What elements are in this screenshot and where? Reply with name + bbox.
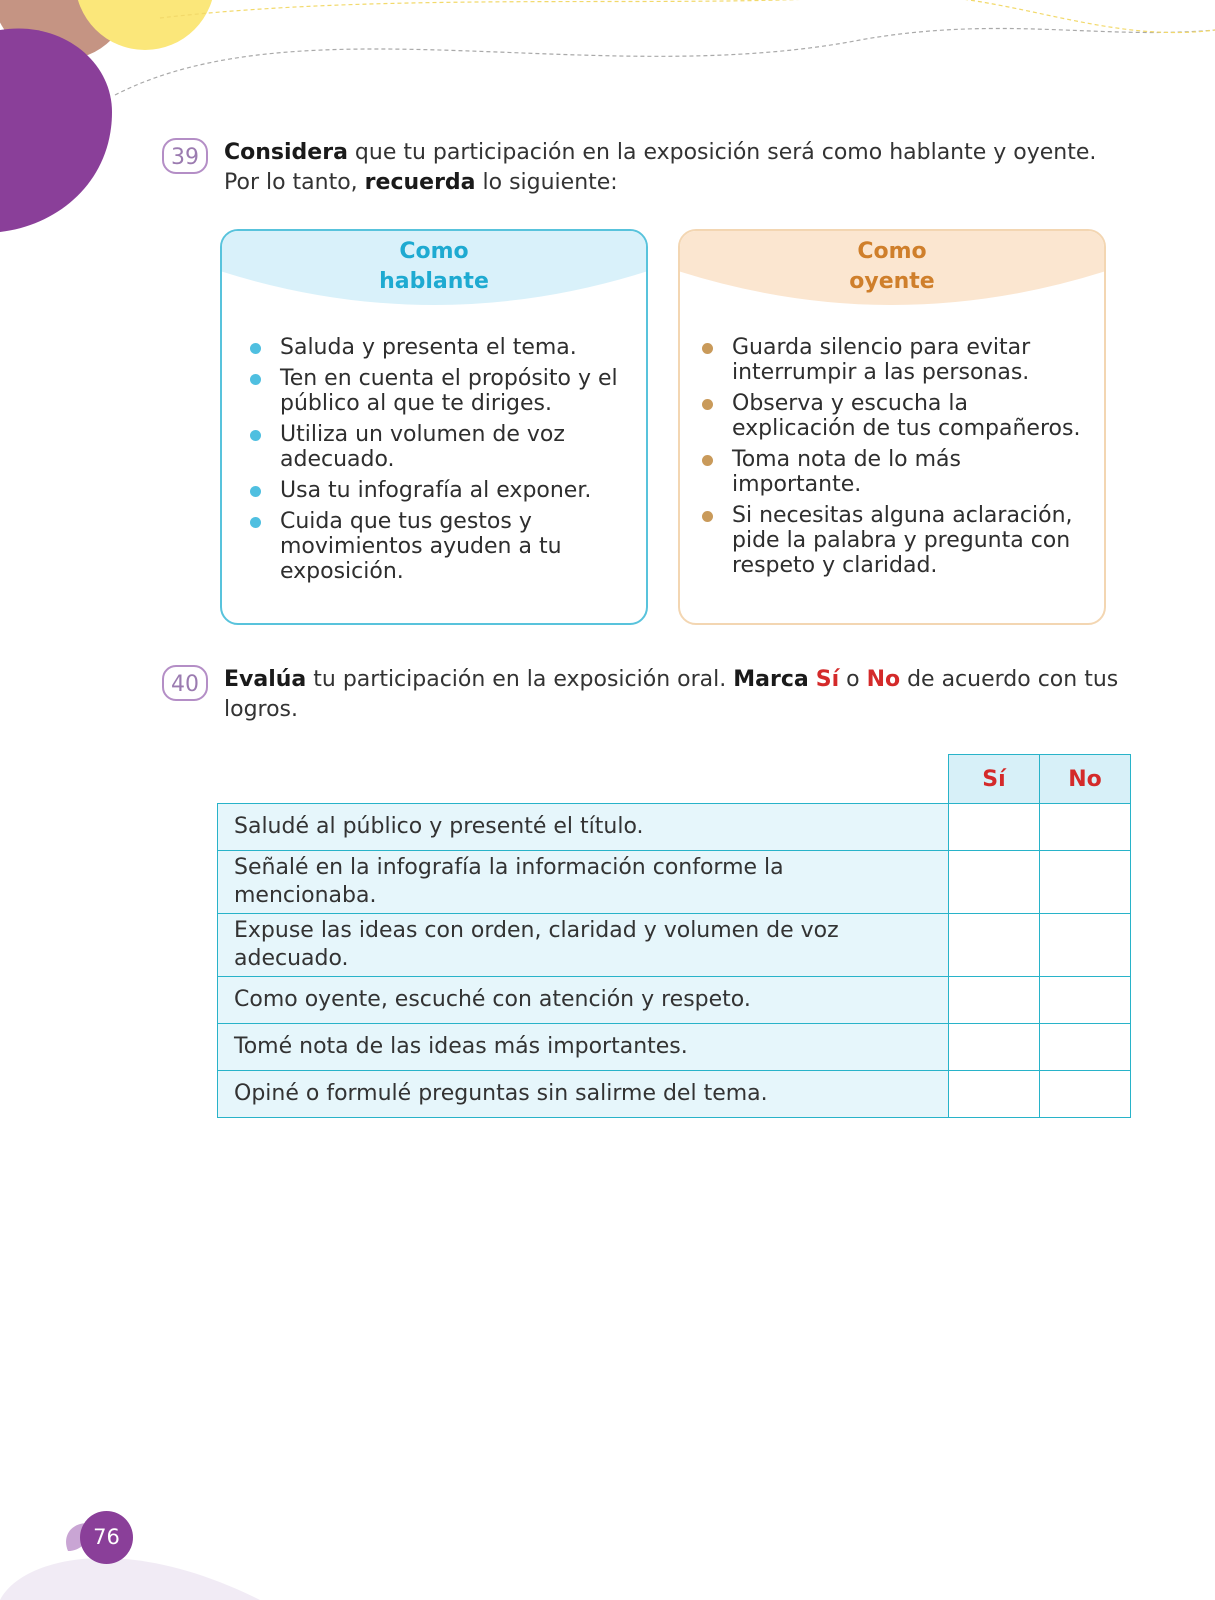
list-item: Observa y escucha la explicación de tus compañeros. [702,391,1092,441]
activity-40 [162,665,1122,725]
listener-box-title: Como oyente [849,239,935,294]
list-item: Usa tu infografía al exponer. [250,478,626,503]
activity-39-instruction: Considera que tu participación en la exposición será como hablante y oyente. Por lo tanto, recuerda lo siguiente: [224,140,1097,195]
no-checkbox-cell[interactable] [1040,977,1131,1024]
bullet-icon [250,517,261,528]
no-checkbox-cell[interactable] [1040,804,1131,851]
list-item: Saluda y presenta el tema. [250,335,626,360]
speaker-tips-list [250,335,626,590]
no-checkbox-cell[interactable] [1040,851,1131,914]
bullet-icon [702,399,713,410]
list-item: Toma nota de lo más importante. [702,447,1092,497]
page-number: 76 [80,1511,133,1564]
bullet-icon [250,486,261,497]
table-header-empty [218,755,949,804]
list-item: Ten en cuenta el propósito y el público al que te diriges. [250,366,626,416]
si-checkbox-cell[interactable] [949,851,1040,914]
column-header-si: Sí [949,755,1040,804]
list-item: Cuida que tus gestos y movimientos ayuden a tu exposición. [250,509,626,584]
list-item: Guarda silencio para evitar interrumpir a las personas. [702,335,1092,385]
si-checkbox-cell[interactable] [949,1071,1040,1118]
list-item: Utiliza un volumen de voz adecuado. [250,422,626,472]
page-number-badge [60,1511,140,1567]
no-checkbox-cell[interactable] [1040,1024,1131,1071]
activity-39 [162,138,1122,198]
activity-40-instruction: Evalúa tu participación en la exposición oral. Marca Sí o No de acuerdo con tus logros. [224,667,1119,722]
bullet-icon [702,343,713,354]
table-row [218,977,1131,1024]
speaker-box-title: Como hablante [379,239,489,294]
criterion-cell: Como oyente, escuché con atención y respeto. [218,977,949,1024]
criterion-cell: Expuse las ideas con orden, claridad y volumen de voz adecuado. [218,914,949,977]
listener-tips-box [678,229,1106,625]
criterion-cell: Saludé al público y presenté el título. [218,804,949,851]
bullet-icon [250,430,261,441]
criterion-cell: Señalé en la infografía la información conforme la mencionaba. [218,851,949,914]
listener-tips-list [702,335,1092,584]
table-row [218,1071,1131,1118]
activity-number-badge: 40 [162,665,208,701]
table-header-row [218,755,1131,804]
table-row [218,914,1131,977]
column-header-no: No [1040,755,1131,804]
speaker-tips-box [220,229,648,625]
self-evaluation-table [217,754,1131,1118]
si-checkbox-cell[interactable] [949,1024,1040,1071]
criterion-cell: Opiné o formulé preguntas sin salirme del tema. [218,1071,949,1118]
bullet-icon [702,455,713,466]
bullet-icon [250,374,261,385]
list-item: Si necesitas alguna aclaración, pide la palabra y pregunta con respeto y claridad. [702,503,1092,578]
bullet-icon [702,511,713,522]
no-checkbox-cell[interactable] [1040,914,1131,977]
table-row [218,1024,1131,1071]
criterion-cell: Tomé nota de las ideas más importantes. [218,1024,949,1071]
table-row [218,804,1131,851]
activity-number-badge: 39 [162,138,208,174]
no-checkbox-cell[interactable] [1040,1071,1131,1118]
corner-decoration [0,0,1215,240]
table-row [218,851,1131,914]
si-checkbox-cell[interactable] [949,914,1040,977]
bullet-icon [250,343,261,354]
si-checkbox-cell[interactable] [949,977,1040,1024]
si-checkbox-cell[interactable] [949,804,1040,851]
